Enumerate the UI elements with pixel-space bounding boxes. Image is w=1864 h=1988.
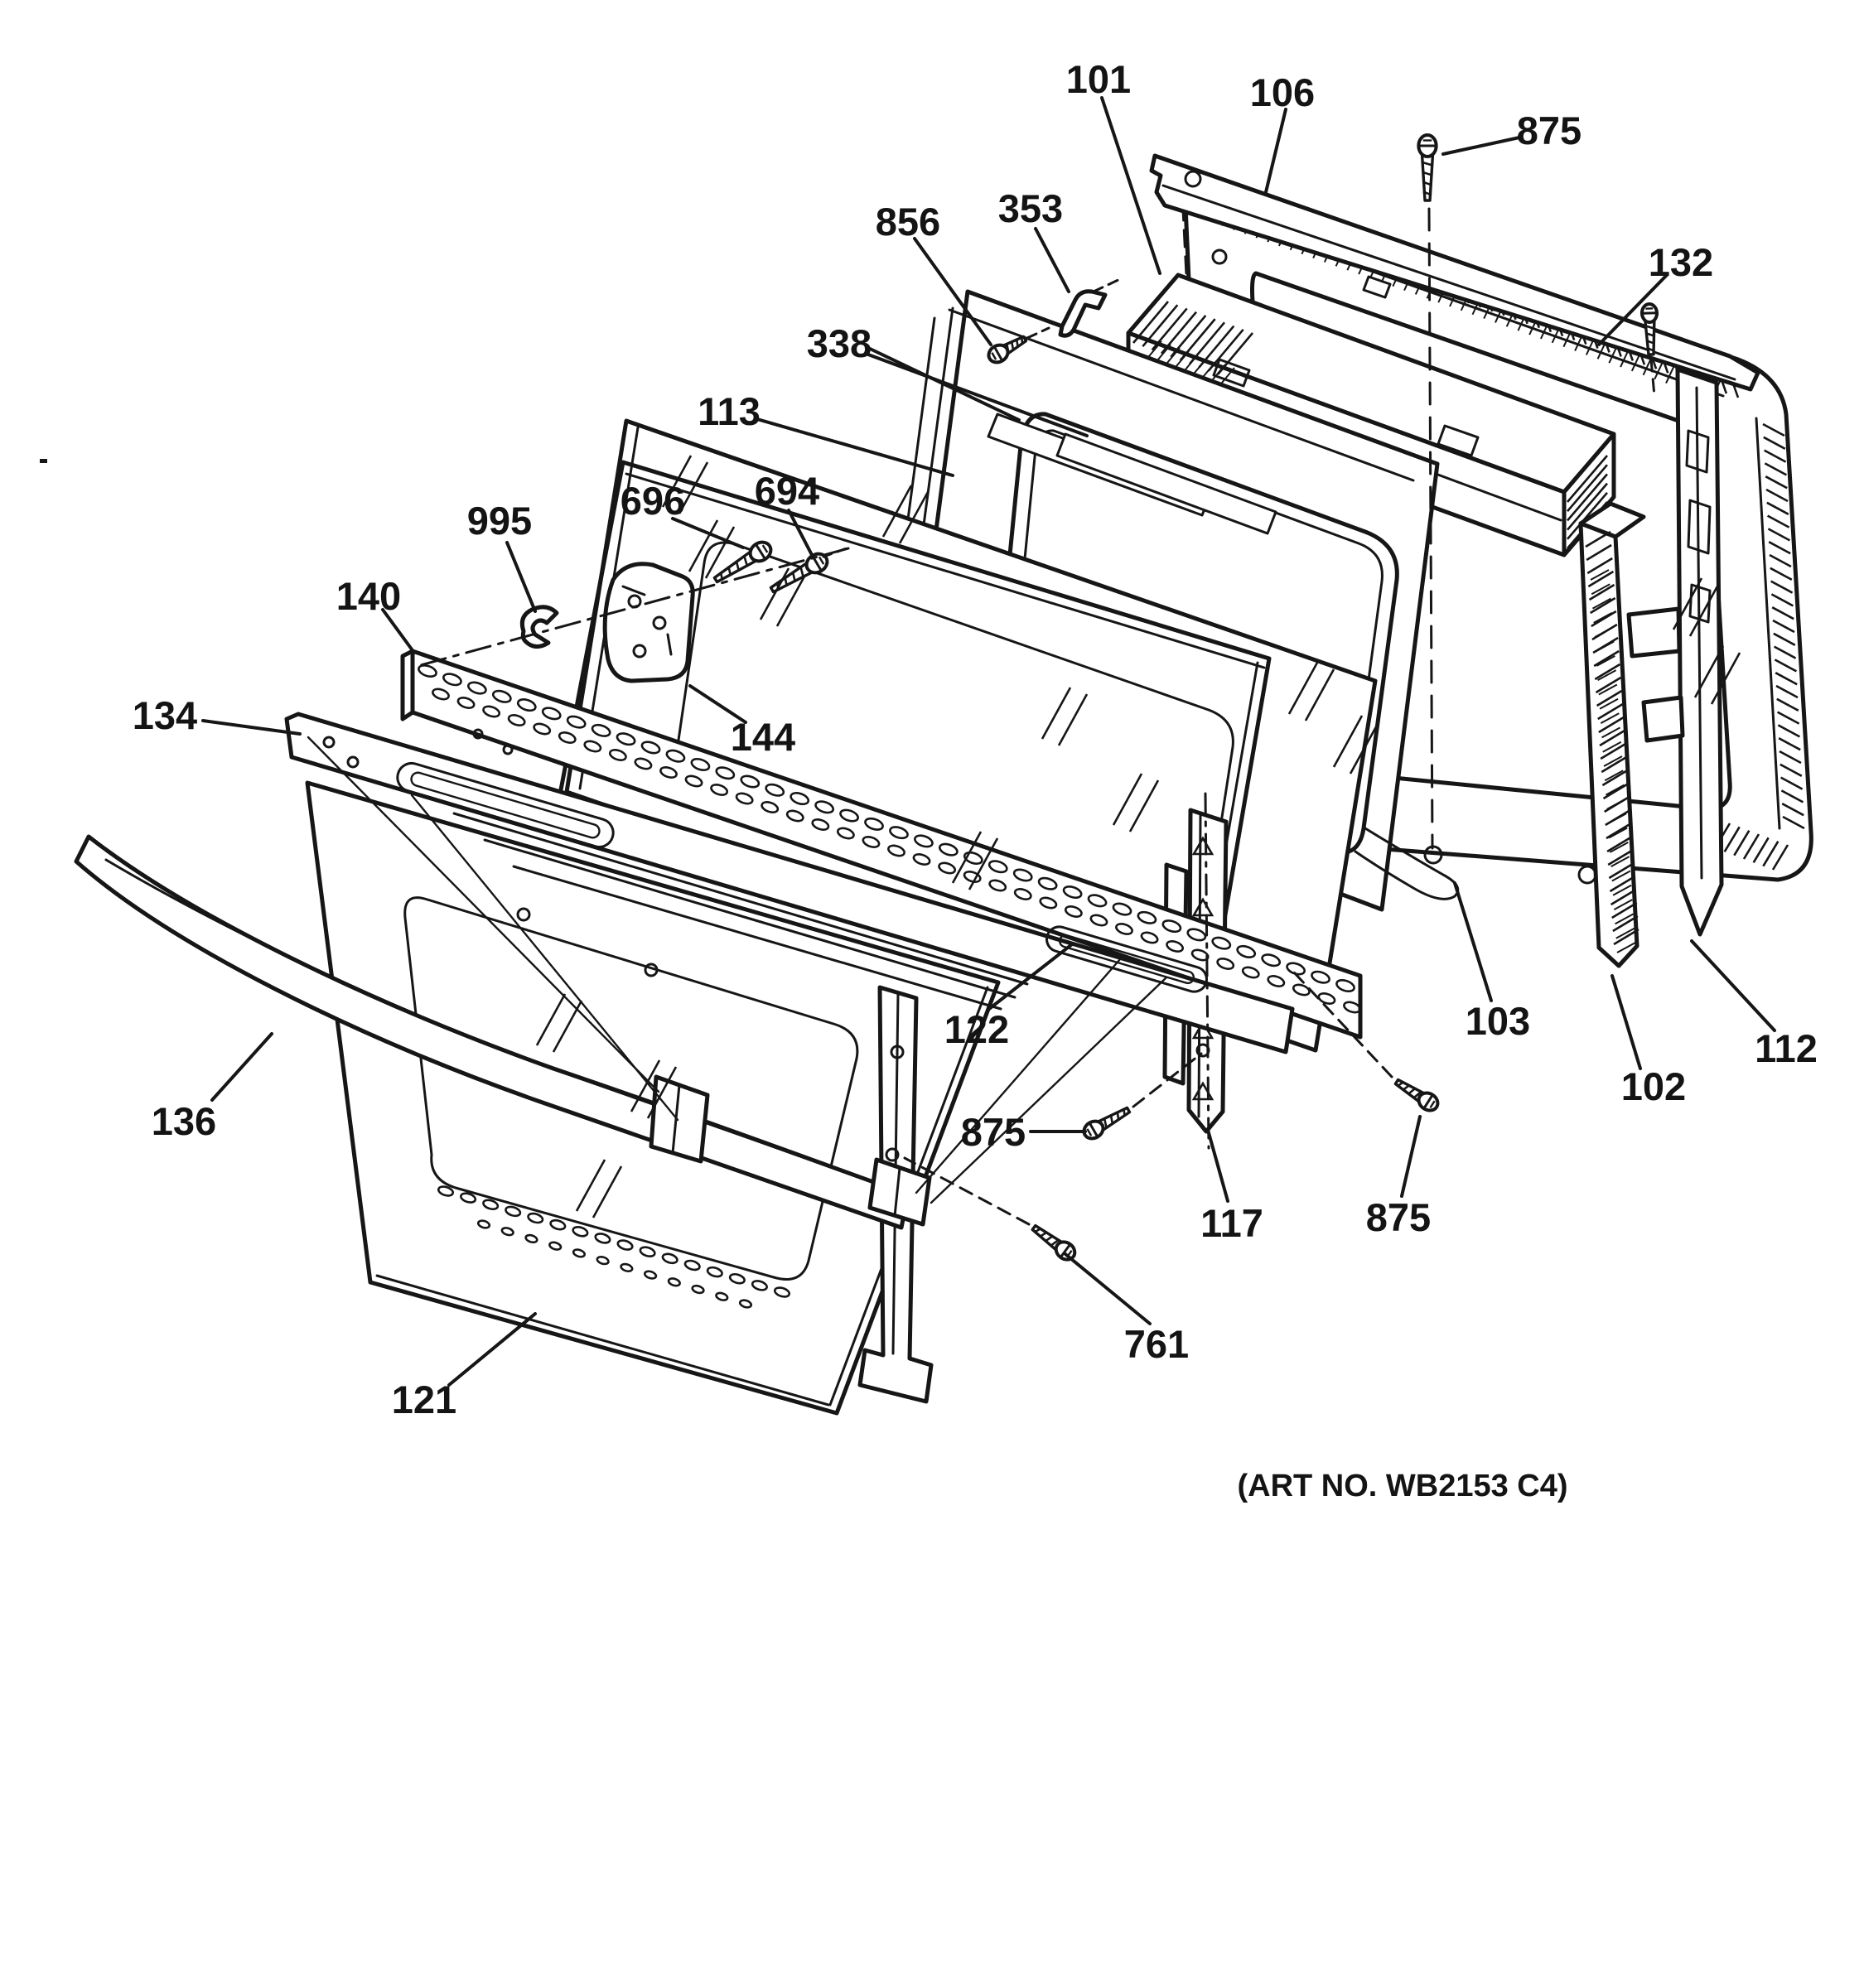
callout-102-leader <box>1612 976 1640 1069</box>
callout-995 <box>467 499 535 611</box>
callout-353 <box>998 186 1069 292</box>
callout-140 <box>336 574 414 653</box>
callout-875-right <box>1366 1117 1431 1239</box>
callout-106-leader <box>1266 109 1286 192</box>
callout-694-label: 694 <box>754 469 820 513</box>
callout-856-leader <box>915 239 991 345</box>
callout-136 <box>152 1034 272 1143</box>
callout-995-leader <box>507 543 535 611</box>
callout-144-label: 144 <box>730 715 796 759</box>
callout-338-label: 338 <box>806 321 872 365</box>
callout-106 <box>1250 70 1315 192</box>
callout-353-label: 353 <box>997 186 1064 230</box>
callout-136-label: 136 <box>151 1099 217 1143</box>
callout-103 <box>1455 883 1530 1043</box>
screw <box>1081 1107 1130 1141</box>
art-number-label: (ART NO. WB2153 C4) <box>1237 1469 1568 1503</box>
callout-106-label: 106 <box>1249 70 1316 114</box>
callout-875-right-label: 875 <box>1365 1195 1432 1239</box>
callout-112-leader <box>1692 941 1775 1030</box>
part-995-clip <box>522 607 557 647</box>
callout-134-label: 134 <box>132 693 198 737</box>
callout-856-label: 856 <box>875 200 941 244</box>
hinge-hook <box>1629 609 1679 656</box>
callout-113-label: 113 <box>698 389 761 433</box>
callout-112 <box>1692 941 1818 1070</box>
part-353-clip <box>1060 292 1105 335</box>
callout-101 <box>1066 57 1160 273</box>
part-144-brac­ket-plate <box>605 564 693 681</box>
screw-axis-353 <box>1094 278 1122 292</box>
callout-696-label: 696 <box>620 479 686 523</box>
callout-132-label: 132 <box>1648 240 1714 284</box>
screw <box>1395 1079 1441 1113</box>
callout-101-leader <box>1102 98 1160 273</box>
hinge-hook <box>1644 697 1683 741</box>
callout-117-leader <box>1208 1130 1228 1201</box>
callout-103-leader <box>1455 883 1491 1001</box>
callout-875-left-label: 875 <box>960 1110 1026 1154</box>
callout-136-leader <box>212 1034 272 1100</box>
callout-102 <box>1612 976 1686 1108</box>
callout-995-label: 995 <box>466 499 533 543</box>
callout-117-label: 117 <box>1200 1201 1263 1245</box>
callout-101-label: 101 <box>1065 57 1132 101</box>
callout-875-right-leader <box>1402 1117 1420 1196</box>
callout-353-leader <box>1036 229 1069 292</box>
callout-121-leader <box>449 1314 535 1385</box>
callout-761 <box>1065 1254 1189 1366</box>
callout-875-top <box>1443 109 1582 154</box>
callout-140-label: 140 <box>336 574 402 618</box>
callout-761-leader <box>1065 1254 1150 1324</box>
callout-875-left <box>961 1110 1085 1154</box>
callout-761-label: 761 <box>1123 1322 1190 1366</box>
callout-102-label: 102 <box>1620 1064 1687 1108</box>
screw <box>1418 135 1436 200</box>
callout-875-top-label: 875 <box>1516 109 1582 152</box>
callout-121-label: 121 <box>391 1378 457 1421</box>
callout-112-label: 112 <box>1755 1026 1818 1070</box>
stray-dot <box>40 459 47 463</box>
frame-screw-hole <box>1579 866 1596 883</box>
callout-134 <box>133 693 300 737</box>
callout-122-label: 122 <box>944 1007 1010 1051</box>
callout-113-leader <box>757 419 953 475</box>
callout-103-label: 103 <box>1465 999 1531 1043</box>
callout-121 <box>392 1314 535 1421</box>
vent-hole <box>504 746 512 754</box>
callout-875-top-leader <box>1443 138 1519 154</box>
